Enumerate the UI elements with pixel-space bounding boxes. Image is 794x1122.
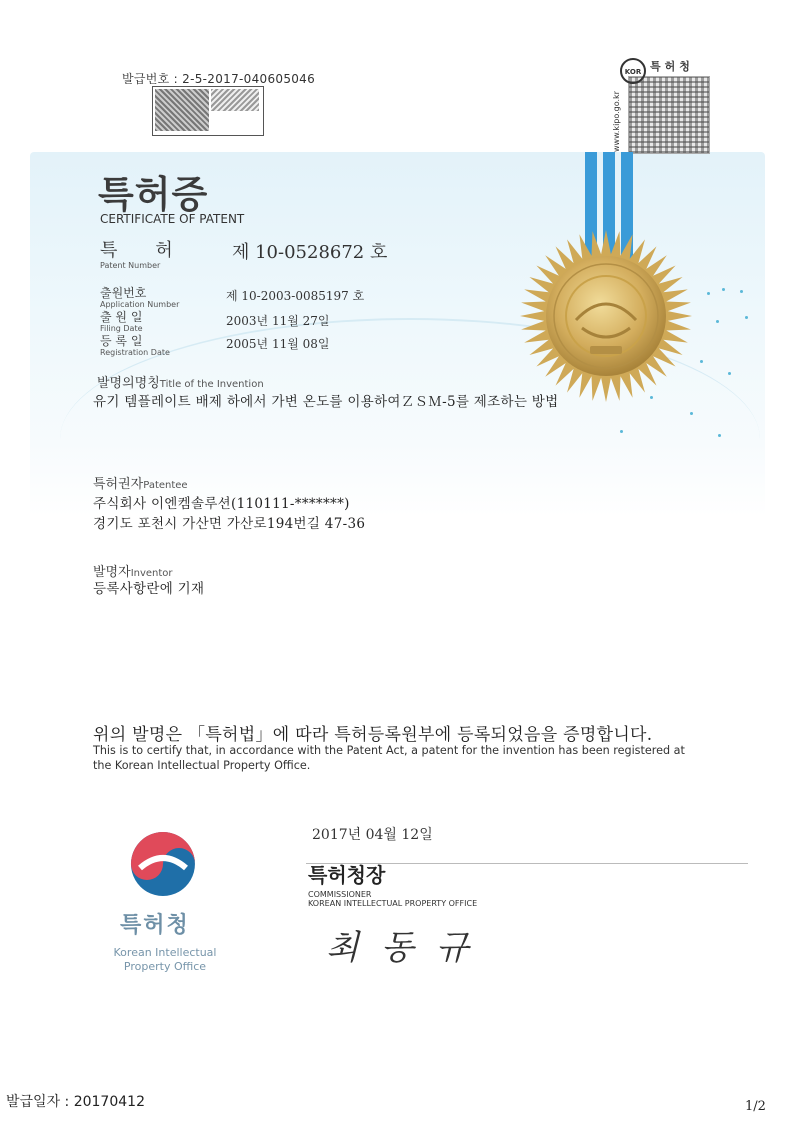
issue-date: 2017년 04월 12일 [312, 827, 433, 843]
kor-badge-icon [618, 56, 648, 86]
patent-label-en: Patent Number [100, 261, 161, 270]
invention-label-en: Title of the Invention [159, 379, 264, 390]
commissioner-title: 특허청장 [308, 863, 386, 887]
filing-date-label: 출 원 일 [100, 310, 143, 324]
application-number-label: 출원번호 [100, 286, 147, 300]
kor-badge-text: KOR [624, 68, 642, 76]
commissioner-signature: 최동규 [326, 928, 491, 968]
inventor-label-en: Inventor [130, 568, 173, 579]
invention-heading [97, 372, 264, 391]
patent-number: 제 10-0528672 호 [232, 242, 388, 263]
kipo-url: www.kipo.go.kr [612, 91, 621, 152]
invention-label: 발명의명칭 [97, 376, 160, 391]
kipo-qr-code [628, 76, 710, 154]
filing-date-value: 2003년 11월 27일 [226, 314, 330, 328]
application-number-label-en: Application Number [100, 300, 180, 309]
patent-label: 특허 [100, 240, 211, 261]
kipo-logo-en-line2: Property Office [123, 960, 207, 973]
commissioner-title-en2: KOREAN INTELLECTUAL PROPERTY OFFICE [308, 899, 478, 908]
page-subtitle: CERTIFICATE OF PATENT [100, 212, 245, 226]
patentee-address: 경기도 포천시 가산면 가산로194번길 47-36 [93, 516, 366, 532]
gold-seal-icon [518, 228, 694, 404]
patentee-label: 특허권자 [93, 477, 144, 492]
registration-date-value: 2005년 11월 08일 [226, 337, 330, 351]
certify-statement-ko: 위의 발명은 「특허법」에 따라 특허등록원부에 등록되었음을 증명합니다. [93, 725, 653, 745]
patentee-name: 주식회사 이엔켐솔루션(110111-*******) [93, 496, 350, 512]
kipo-logo-text-ko: 특허청 [120, 913, 190, 938]
kipo-stamp-label: 특허청 [650, 60, 694, 73]
kipo-logo-icon [120, 828, 206, 900]
invention-title: 유기 템플레이트 배제 하에서 가변 온도를 이용하여ＺＳＭ-5를 제조하는 방법 [93, 394, 559, 410]
commissioner-title-en1: COMMISSIONER [308, 890, 372, 899]
patentee-label-en: Patentee [143, 480, 188, 491]
registration-date-label: 등 록 일 [100, 334, 143, 348]
kipo-logo-en-line1: Korean Intellectual [113, 946, 217, 959]
certify-statement-en: This is to certify that, in accordance with the Patent Act, a patent for the invention has been registered at the Korean Intellectual Property Office. [93, 744, 685, 772]
footer-issue-date: 발급일자 : 20170412 [6, 1094, 145, 1110]
issue-number: 발급번호 : 2-5-2017-040605046 [122, 72, 316, 86]
inventor-label: 발명자 [93, 565, 131, 580]
barcode-box [152, 86, 264, 136]
kipo-logo-text-en [100, 946, 230, 974]
page-number: 1/2 [745, 1099, 766, 1114]
filing-date-label-en: Filing Date [100, 324, 143, 333]
inventor-value: 등록사항란에 기재 [93, 581, 205, 597]
registration-date-label-en: Registration Date [100, 348, 170, 357]
page-title: 특허증 [98, 173, 209, 216]
patentee-heading [93, 473, 188, 492]
application-number-value: 제 10-2003-0085197 호 [226, 289, 365, 303]
